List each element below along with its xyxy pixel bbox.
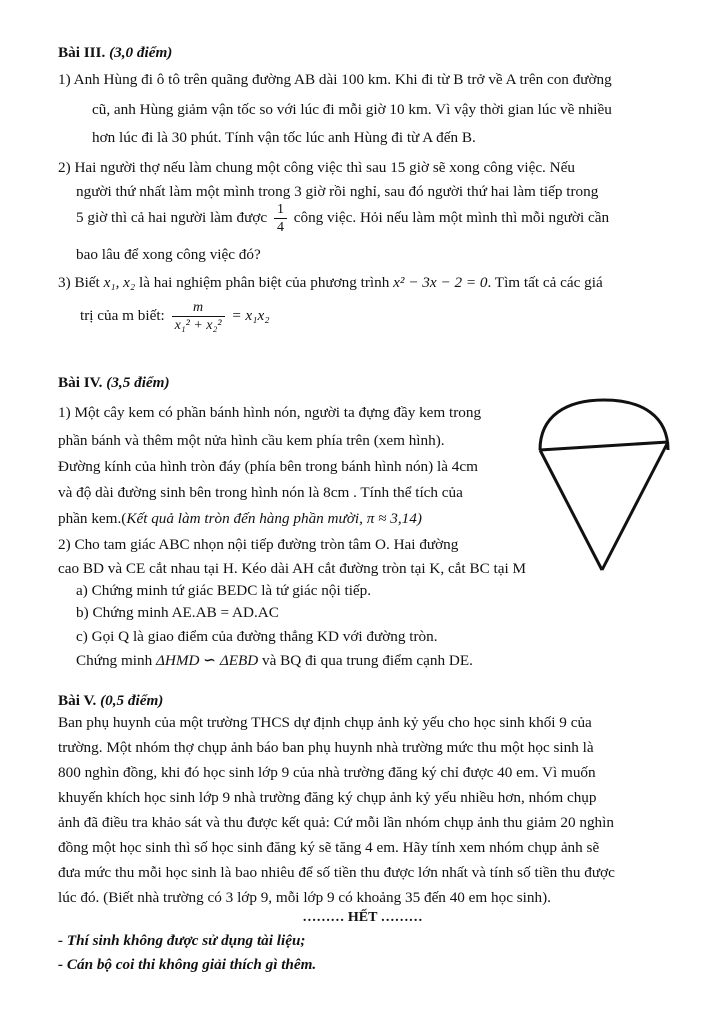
fraction-denominator: x₁² + x₂² [174,318,222,334]
bai3-heading: Bài III. [58,44,106,61]
bai3-p3-post: . Tìm tất cả các giá [487,274,603,291]
bai4-p1-pi: π ≈ 3,14) [366,510,422,527]
bai4-p1-line1: 1) Một cây kem có phần bánh hình nón, người ta đựng đầy kem trong [58,404,482,421]
base-diameter-line [540,442,668,450]
bai4-p2a: a) Chứng minh tứ giác BEDC là tứ giác nội tiếp. [76,582,372,599]
fraction-m-over-sum-squares [172,299,225,334]
bai3-p2-line3 [76,200,609,236]
bai4-heading-line [58,372,170,394]
bai4-p1-line4: và độ dài đường sinh bên trong hình nón là 8cm . Tính thể tích của [58,484,463,501]
bai3-heading-line [58,42,172,64]
bai4-p2-line1: 2) Cho tam giác ABC nhọn nội tiếp đường tròn tâm O. Hai đường [58,536,459,553]
bai3-p1-line3: hơn lúc đi là 30 phút. Tính vận tốc lúc anh Hùng đi từ A đến B. [92,129,476,146]
bai4-p2c2-post: và BQ đi qua trung điểm cạnh DE. [262,652,473,669]
bai5-points: (0,5 điểm) [100,692,164,709]
bai4-p1-line3: Đường kính của hình tròn đáy (phía bên trong bánh hình nón) là 4cm [58,458,478,475]
cone-right-side [602,442,668,570]
end-marker: ……… HẾT ……… [302,910,423,925]
bai5-line5: ảnh đã điều tra khảo sát và thu được kết quả: Cứ mỗi lần nhóm chụp ảnh thu giảm 20 nghìn [58,814,614,831]
bai3-p1-line2: cũ, anh Hùng giảm vận tốc so với lúc đi mỗi giờ 10 km. Vì vậy thời gian lúc về nhiều [92,101,612,118]
bai5-heading-line [58,690,163,712]
bai4-p1-line5 [58,508,422,530]
bai3-p3-pre: 3) Biết [58,274,100,291]
bai3-p1-line1: 1) Anh Hùng đi ô tô trên quãng đường AB dài 100 km. Khi đi từ B trở về A trên con đường [58,71,612,88]
bai4-p2c: c) Gọi Q là giao điểm của đường thẳng KD với đường tròn. [76,628,438,645]
bai4-heading: Bài IV. [58,374,103,391]
bai4-p2c2-pre: Chứng minh [76,652,153,669]
bai5-line8: lúc đó. (Biết nhà trường có 3 lớp 9, mỗi lớp 9 có khoảng 35 đến 40 em học sinh). [58,889,551,906]
bai5-line4: khuyến khích học sinh lớp 9 nhà trường đăng ký chụp ảnh kỷ yếu nhiều hơn, nhóm chụp [58,789,597,806]
bai5-line2: trường. Một nhóm thợ chụp ảnh báo ban phụ huynh nhà trường mức thu một học sinh là [58,739,594,756]
bai3-p3-line1 [58,272,603,294]
bai4-p1-line2: phần bánh và thêm một nửa hình cầu kem phía trên (xem hình). [58,432,445,449]
bai4-p2b: b) Chứng minh AE.AB = AD.AC [76,604,279,621]
bai3-p3-rhs: = x₁x₂ [231,307,270,324]
bai3-p3-equation: x² − 3x − 2 = 0 [393,274,488,291]
triangle-ebd: ΔEBD [219,652,259,669]
bai5-line1: Ban phụ huynh của một trường THCS dự định chụp ảnh kỷ yếu cho học sinh khối 9 của [58,714,592,731]
footer-note-2: - Cán bộ coi thi không giải thích gì thêm. [58,956,317,973]
fraction-numerator: 1 [274,201,287,219]
bai3-p2-line4: bao lâu để xong công việc đó? [76,246,261,263]
ice-cream-cone-figure [536,394,672,580]
fraction-numerator: m [172,299,225,317]
fraction-denominator: 4 [276,220,284,236]
bai4-p1-last-pre: phần kem.( [58,510,127,527]
bai3-p3-vars: x₁, x₂ [103,274,136,291]
triangle-hmd: ΔHMD [155,652,200,669]
bai3-points: (3,0 điểm) [109,44,173,61]
bai3-p2-line1: 2) Hai người thợ nếu làm chung một công việc thì sau 15 giờ sẽ xong công việc. Nếu [58,159,575,176]
bai3-p3-mid: là hai nghiệm phân biệt của phương trình [139,274,390,291]
bai5-line7: đưa mức thu mỗi học sinh là bao nhiêu để số tiền thu được lớn nhất và tính số tiền thu được [58,864,615,881]
footer-note-1: - Thí sinh không được sử dụng tài liệu; [58,932,306,949]
bai3-p3-line2-text: trị của m biết: [80,307,165,324]
bai4-p2-line2: cao BD và CE cắt nhau tại H. Kéo dài AH cắt đường tròn tại K, cắt BC tại M [58,560,526,577]
bai3-p3-line2 [80,296,269,336]
bai3-p2-line3-pre: 5 giờ thì cả hai người làm được [76,209,268,226]
bai3-p2-line3-post: công việc. Hỏi nếu làm một mình thì mỗi người cần [293,209,610,226]
bai4-points: (3,5 điểm) [106,374,170,391]
bai5-line6: đồng một học sinh thì số học sinh đăng ký sẽ tăng 4 em. Hãy tính xem nhóm chụp ảnh sẽ [58,839,600,856]
fraction-one-quarter [274,201,287,236]
bai5-heading: Bài V. [58,692,97,709]
cone-left-side [540,450,602,570]
bai4-p1-rounding-note: Kết quả làm tròn đến hàng phần mười, [126,510,363,527]
similar-symbol: ∽ [203,652,217,669]
bai4-p2c-line2 [76,650,473,672]
bai3-p2-line2: người thứ nhất làm một mình trong 3 giờ rồi nghỉ, sau đó người thứ hai làm tiếp trong [76,183,599,200]
bai5-line3: 800 nghìn đồng, khi đó học sinh lớp 9 của nhà trường đăng ký chỉ được 40 em. Vì muốn [58,764,596,781]
